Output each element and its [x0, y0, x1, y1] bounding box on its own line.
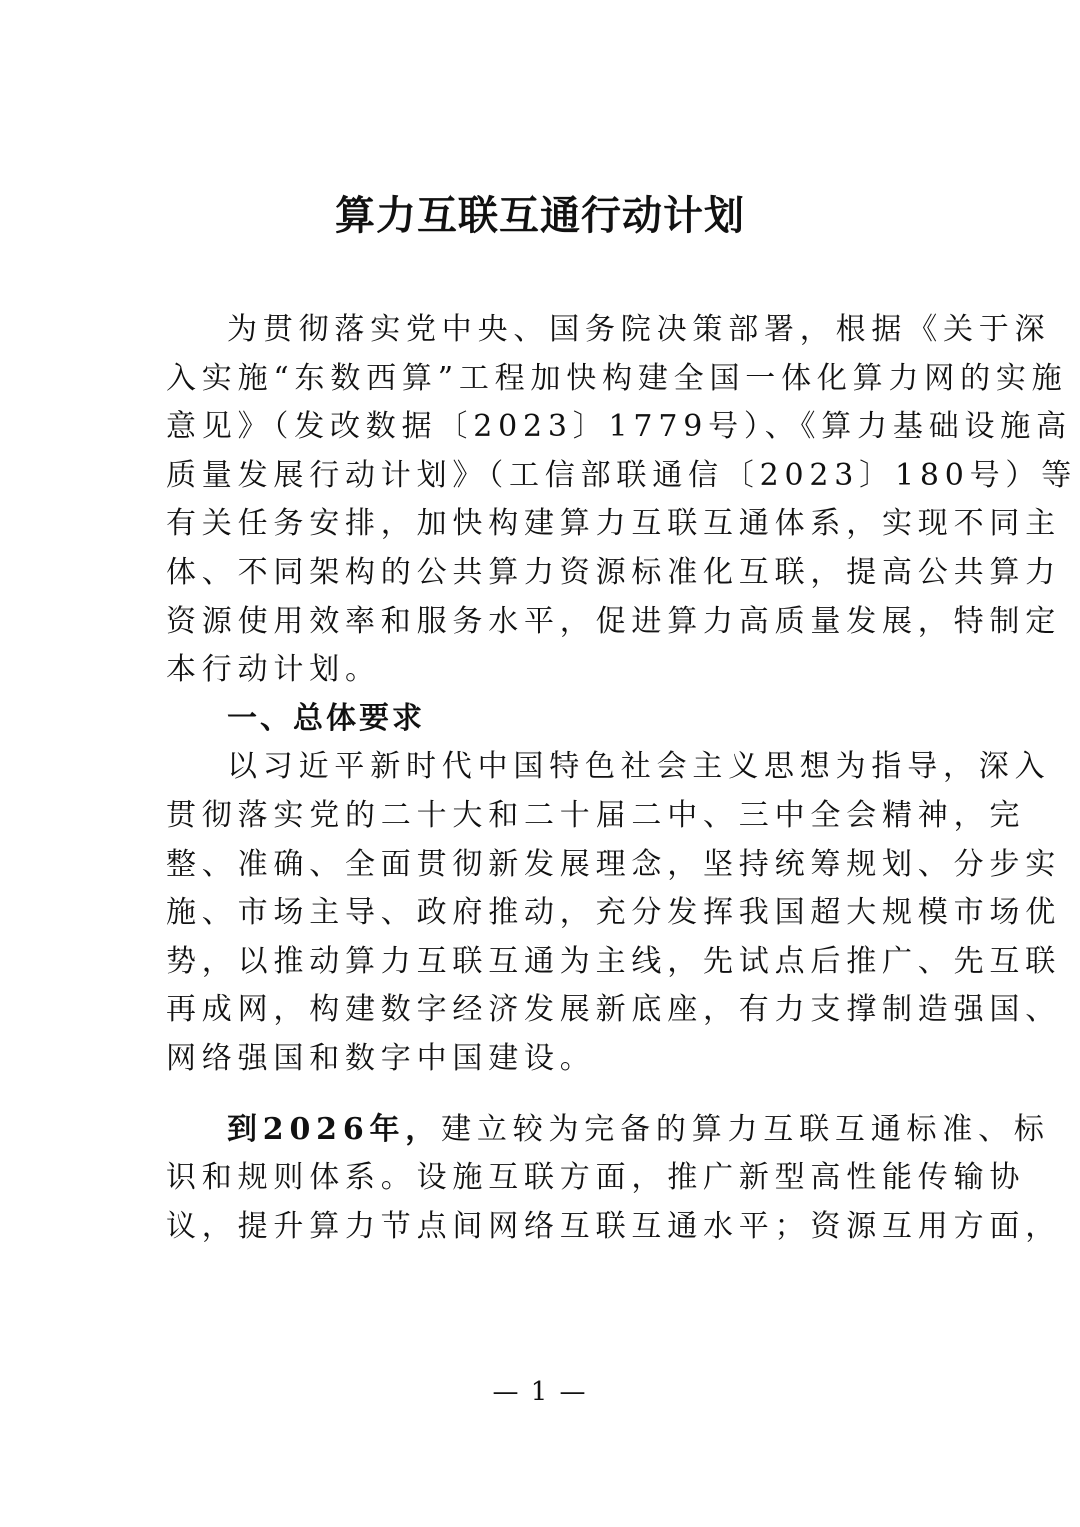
goal-line-text: 建立较为完备的算力互联互通标准、标 — [441, 1111, 1050, 1147]
text-line: 意见》（发改数据〔2023〕1779号）、《算力基础设施高 — [166, 409, 1072, 445]
paragraph-spacer — [166, 1084, 908, 1106]
page-number: — 1 — — [492, 1377, 588, 1407]
text-line: 资源使用效率和服务水平，促进算力高质量发展，特制定 — [166, 603, 1061, 639]
text-line: 贯彻落实党的二十大和二十届二中、三中全会精神，完 — [166, 797, 1026, 833]
text-line: 势，以推动算力互联互通为主线，先试点后推广、先互联 — [166, 943, 1061, 979]
document-body — [166, 306, 1078, 1251]
goal-year-lead: 到2026年， — [227, 1111, 442, 1147]
text-line: 有关任务安排，加快构建算力互联互通体系，实现不同主 — [166, 506, 1061, 542]
text-line: 以习近平新时代中国特色社会主义思想为指导，深入 — [227, 749, 1051, 785]
text-line — [166, 1106, 1050, 1155]
text-line: 为贯彻落实党中央、国务院决策部署，根据《关于深 — [227, 312, 1051, 347]
text-line: 识和规则体系。设施互联方面，推广新型高性能传输协 — [166, 1160, 1026, 1196]
section-heading-general-requirements: 一、总体要求 — [227, 700, 425, 736]
text-line: 施、市场主导、政府推动，充分发挥我国超大规模市场优 — [166, 895, 1061, 931]
text-line: 本行动计划。 — [166, 652, 381, 688]
text-line: 质量发展行动计划》（工信部联通信〔2023〕180号）等 — [166, 457, 1078, 493]
text-line: 网络强国和数字中国建设。 — [166, 1040, 596, 1076]
paragraph-guiding-principles — [166, 743, 1061, 1083]
text-line: 体、不同架构的公共算力资源标准化互联，提高公共算力 — [166, 554, 1061, 590]
document-title: 算力互联互通行动计划 — [335, 192, 745, 239]
text-line: 再成网，构建数字经济发展新底座，有力支撑制造强国、 — [166, 992, 1061, 1028]
paragraph-intro — [166, 306, 1078, 695]
paragraph-2026-goals — [166, 1106, 1061, 1252]
text-line: 议，提升算力节点间网络互联互通水平；资源互用方面， — [166, 1208, 1061, 1244]
text-line: 整、准确、全面贯彻新发展理念，坚持统筹规划、分步实 — [166, 846, 1061, 882]
text-line: 入实施“东数西算”工程加快构建全国一体化算力网的实施 — [166, 360, 1068, 396]
